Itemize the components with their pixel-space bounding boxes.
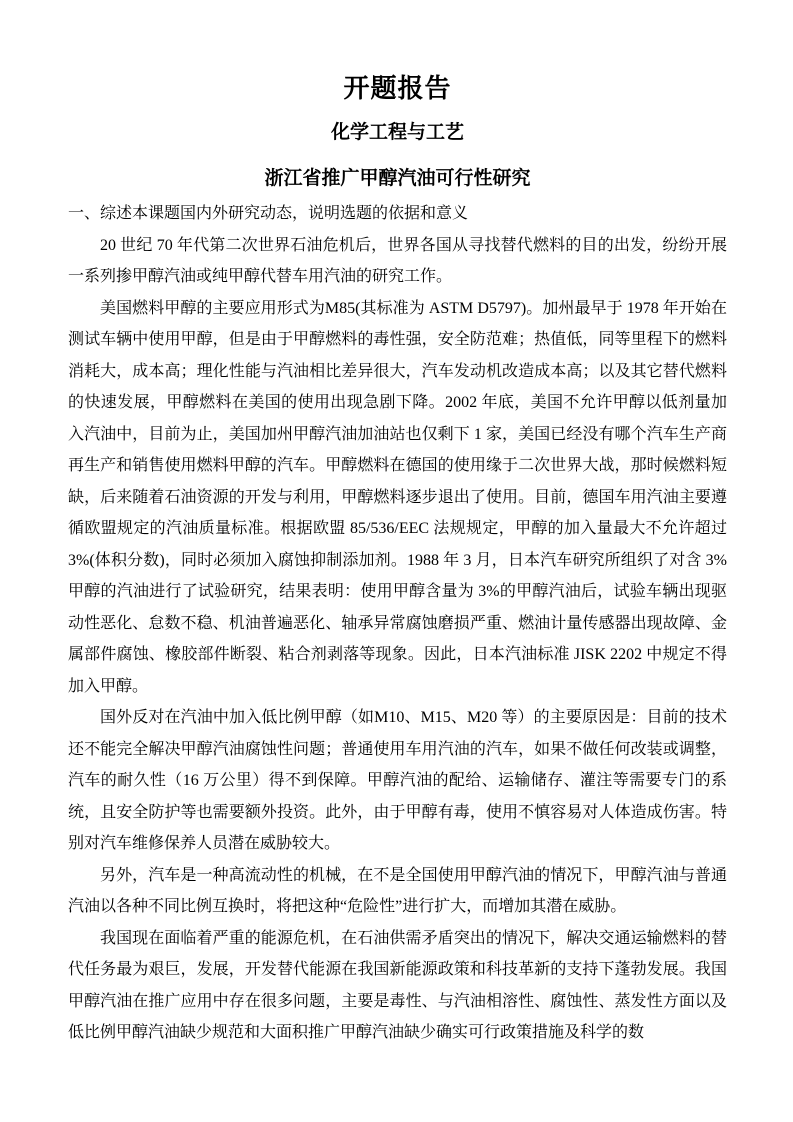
paragraph-foreign-opposition: 国外反对在汽油中加入低比例甲醇（如M10、M15、M20 等）的主要原因是：目前的技术还不能完全解决甲醇汽油腐蚀性问题；普通使用车用汽油的汽车，如果不做任何改装或调整，汽车的耐久性（16 万公里）得不到保障。甲醇汽油的配给、运输储存、灌注等需要专门的系统，且安全防护等也需要额外投资。此外，由于甲醇有毒，使用不慎容易对人体造成伤害。特别对汽车维修保养人员潜在威胁较大。 bbox=[68, 709, 727, 852]
paragraph-usa-germany-japan: 美国燃料甲醇的主要应用形式为M85(其标准为 ASTM D5797)。加州最早于 1978 年开始在测试车辆中使用甲醇，但是由于甲醇燃料的毒性强，安全防范难；热值低，同等里程下的燃料消耗大，成本高；理化性能与汽油相比差异很大，汽车发动机改造成本高；以及其它替代燃料的快速发展，甲醇燃料在美国的使用出现急剧下降。2002 年底，美国不允许甲醇以低剂量加入汽油中，目前为止，美国加州甲醇汽油加油站也仅剩下 1 家，美国已经没有哪个汽车生产商再生产和销售使用燃料甲醇的汽车。甲醇燃料在德国的使用缘于二次世界大战，那时候燃料短缺，后来随着石油资源的开发与利用，甲醇燃料逐步退出了使用。目前，德国车用汽油主要遵循欧盟规定的汽油质量标准。根据欧盟 85/536/EEC 法规规定，甲醇的加入量最大不允许超过 3%(体积分数)，同时必须加入腐蚀抑制添加剂。1988 年 3 月，日本汽车研究所组织了对含 3%甲醇的汽油进行了试验研究，结果表明：使用甲醇含量为 3%的甲醇汽油后，试验车辆出现驱动性恶化、怠数不稳、机油普遍恶化、轴承异常腐蚀磨损严重、燃油计量传感器出现故障、金属部件腐蚀、橡胶部件断裂、粘合剂剥落等现象。因此，日本汽油标准 JISK 2202 中规定不得加入甲醇。 bbox=[68, 299, 727, 695]
paragraph-china-energy-crisis: 我国现在面临着严重的能源危机，在石油供需矛盾突出的情况下，解决交通运输燃料的替代任务最为艰巨，发展，开发替代能源在我国新能源政策和科技革新的支持下蓬勃发展。我国甲醇汽油在推广应用中存在很多问题，主要是毒性、与汽油相溶性、腐蚀性、蒸发性方面以及低比例甲醇汽油缺少规范和大面积推广甲醇汽油缺少确实可行政策措施及科学的数 bbox=[68, 929, 727, 1041]
section-heading: 一、综述本课题国内外研究动态，说明选题的依据和意义 bbox=[68, 205, 469, 222]
document-title: 开题报告 bbox=[343, 74, 452, 103]
document-subtitle-topic: 浙江省推广甲醇汽油可行性研究 bbox=[264, 168, 531, 189]
paragraph-oil-crisis: 20 世纪 70 年代第二次世界石油危机后，世界各国从寻找替代燃料的目的出发，纷纷开展一系列掺甲醇汽油或纯甲醇代替车用汽油的研究工作。 bbox=[68, 236, 727, 285]
document-subtitle-major: 化学工程与工艺 bbox=[330, 122, 464, 143]
paragraph-vehicle-mobility-risk: 另外，汽车是一种高流动性的机械，在不是全国使用甲醇汽油的情况下，甲醇汽油与普通汽油以各种不同比例互换时，将把这种“危险性”进行扩大，而增加其潜在威胁。 bbox=[68, 866, 727, 915]
